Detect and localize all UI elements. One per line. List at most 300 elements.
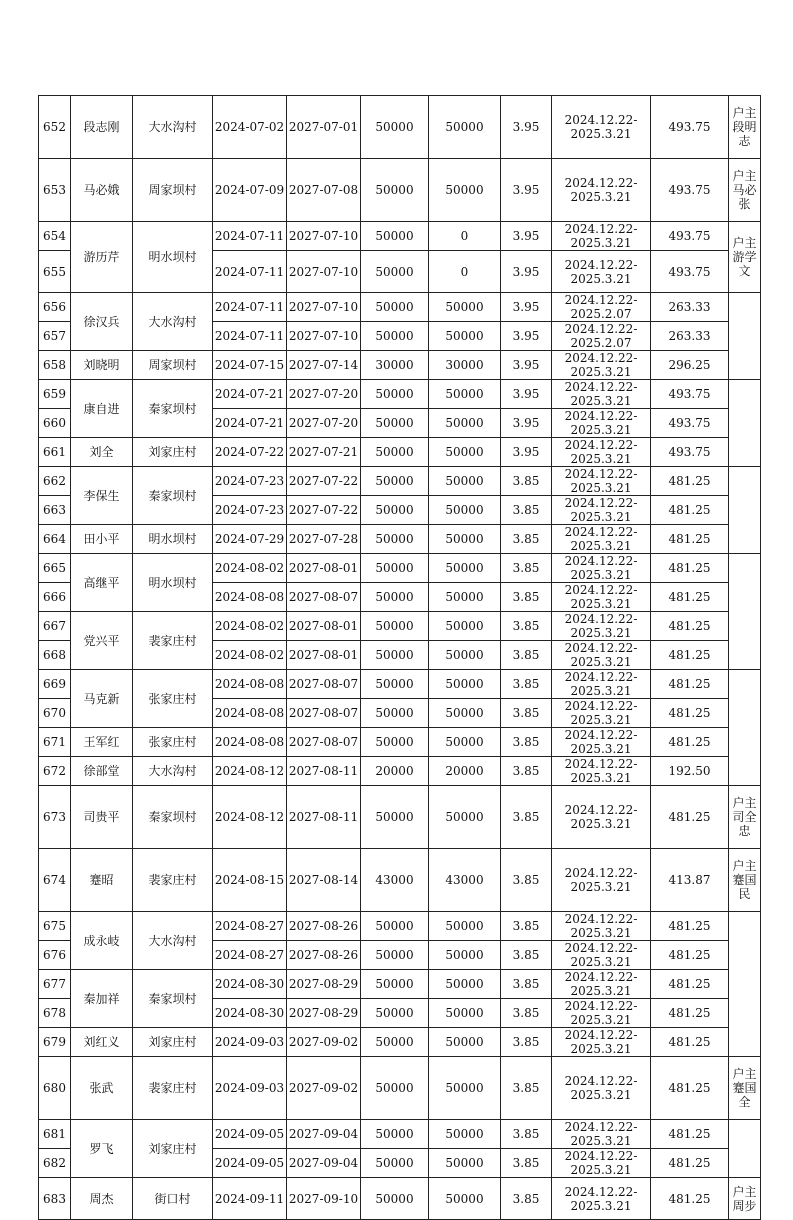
interest-amount: 481.25: [651, 912, 729, 941]
row-number: 659: [39, 380, 71, 409]
loan-amount: 50000: [361, 970, 429, 999]
loan-end-date: 2027-07-01: [287, 96, 361, 159]
interest-amount: 481.25: [651, 496, 729, 525]
loan-balance: 50000: [429, 380, 501, 409]
table-row: [39, 222, 761, 251]
loan-balance: 50000: [429, 941, 501, 970]
loan-start-date: 2024-08-02: [213, 554, 287, 583]
interest-rate: 3.85: [501, 786, 552, 849]
remark-cell: [729, 222, 761, 293]
table-row: [39, 970, 761, 999]
remark-line: 蹇国: [732, 873, 757, 887]
loan-balance: 43000: [429, 849, 501, 912]
table-row: [39, 293, 761, 322]
interest-amount: 493.75: [651, 222, 729, 251]
remark-line: 全: [738, 1095, 751, 1109]
loan-amount: 50000: [361, 222, 429, 251]
interest-period: 2024.12.22-2025.3.21: [552, 941, 651, 970]
borrower-name: 司贵平: [71, 786, 133, 849]
loan-end-date: 2027-09-04: [287, 1149, 361, 1178]
remark-cell: [729, 380, 761, 467]
loan-amount: 20000: [361, 757, 429, 786]
interest-rate: 3.85: [501, 941, 552, 970]
interest-period: 2024.12.22-2025.3.21: [552, 380, 651, 409]
interest-amount: 493.75: [651, 409, 729, 438]
interest-amount: 481.25: [651, 1120, 729, 1149]
interest-amount: 481.25: [651, 941, 729, 970]
row-number: 671: [39, 728, 71, 757]
table-row: [39, 1178, 761, 1220]
loan-start-date: 2024-08-15: [213, 849, 287, 912]
loan-amount: 50000: [361, 496, 429, 525]
village-name: 明水坝村: [133, 554, 213, 612]
loan-end-date: 2027-07-22: [287, 467, 361, 496]
remark-line: 户主: [732, 1184, 757, 1199]
loan-table: [38, 95, 761, 1220]
loan-amount: 50000: [361, 96, 429, 159]
remark-line: 周步: [732, 1198, 757, 1213]
loan-end-date: 2027-08-01: [287, 641, 361, 670]
loan-amount: 50000: [361, 728, 429, 757]
interest-amount: 493.75: [651, 159, 729, 222]
interest-period: 2024.12.22-2025.3.21: [552, 612, 651, 641]
interest-amount: 493.75: [651, 438, 729, 467]
loan-amount: 43000: [361, 849, 429, 912]
loan-balance: 50000: [429, 96, 501, 159]
interest-period: 2024.12.22-2025.3.21: [552, 496, 651, 525]
interest-period: 2024.12.22-2025.3.21: [552, 554, 651, 583]
remark-line: 户主: [732, 236, 757, 250]
remark-cell: [729, 467, 761, 554]
interest-period: 2024.12.22-2025.3.21: [552, 786, 651, 849]
loan-amount: 50000: [361, 583, 429, 612]
village-name: 周家坝村: [133, 159, 213, 222]
loan-amount: 50000: [361, 293, 429, 322]
row-number: 663: [39, 496, 71, 525]
loan-amount: 50000: [361, 525, 429, 554]
interest-rate: 3.95: [501, 293, 552, 322]
table-row: [39, 849, 761, 912]
loan-balance: 50000: [429, 409, 501, 438]
interest-period: 2024.12.22-2025.3.21: [552, 438, 651, 467]
interest-period: 2024.12.22-2025.3.21: [552, 251, 651, 293]
borrower-name: 李保生: [71, 467, 133, 525]
interest-amount: 481.25: [651, 554, 729, 583]
borrower-name: 田小平: [71, 525, 133, 554]
loan-start-date: 2024-08-08: [213, 670, 287, 699]
loan-start-date: 2024-07-23: [213, 467, 287, 496]
village-name: 裴家庄村: [133, 1057, 213, 1120]
remark-line: 户主: [732, 1067, 757, 1081]
borrower-name: 马必娥: [71, 159, 133, 222]
interest-period: 2024.12.22-2025.3.21: [552, 525, 651, 554]
loan-start-date: 2024-07-21: [213, 380, 287, 409]
remark-line: 游学: [732, 250, 757, 264]
loan-amount: 50000: [361, 159, 429, 222]
loan-balance: 50000: [429, 1120, 501, 1149]
interest-rate: 3.85: [501, 1149, 552, 1178]
loan-amount: 50000: [361, 670, 429, 699]
row-number: 665: [39, 554, 71, 583]
remark-line: 民: [738, 887, 751, 901]
loan-end-date: 2027-08-01: [287, 554, 361, 583]
table-row: [39, 467, 761, 496]
table-row: [39, 554, 761, 583]
interest-period: 2024.12.22-2025.3.21: [552, 351, 651, 380]
loan-start-date: 2024-09-05: [213, 1120, 287, 1149]
row-number: 662: [39, 467, 71, 496]
interest-rate: 3.85: [501, 699, 552, 728]
loan-end-date: 2027-08-29: [287, 999, 361, 1028]
interest-amount: 263.33: [651, 322, 729, 351]
loan-start-date: 2024-09-03: [213, 1028, 287, 1057]
table-row: [39, 670, 761, 699]
loan-amount: 50000: [361, 1028, 429, 1057]
interest-period: 2024.12.22-2025.3.21: [552, 912, 651, 941]
interest-amount: 493.75: [651, 380, 729, 409]
loan-start-date: 2024-07-09: [213, 159, 287, 222]
table-row: [39, 1120, 761, 1149]
loan-balance: 50000: [429, 699, 501, 728]
interest-rate: 3.95: [501, 222, 552, 251]
loan-end-date: 2027-09-10: [287, 1178, 361, 1220]
interest-period: 2024.12.22-2025.3.21: [552, 159, 651, 222]
loan-amount: 50000: [361, 251, 429, 293]
loan-end-date: 2027-09-02: [287, 1028, 361, 1057]
loan-balance: 50000: [429, 641, 501, 670]
loan-balance: 50000: [429, 525, 501, 554]
loan-start-date: 2024-07-22: [213, 438, 287, 467]
borrower-name: 刘晓明: [71, 351, 133, 380]
interest-period: 2024.12.22-2025.3.21: [552, 1120, 651, 1149]
row-number: 682: [39, 1149, 71, 1178]
loan-amount: 50000: [361, 612, 429, 641]
village-name: 明水坝村: [133, 222, 213, 293]
village-name: 大水沟村: [133, 912, 213, 970]
interest-rate: 3.95: [501, 251, 552, 293]
loan-start-date: 2024-07-11: [213, 322, 287, 351]
loan-balance: 50000: [429, 554, 501, 583]
loan-amount: 50000: [361, 467, 429, 496]
interest-rate: 3.85: [501, 496, 552, 525]
loan-start-date: 2024-07-11: [213, 251, 287, 293]
village-name: 秦家坝村: [133, 786, 213, 849]
interest-rate: 3.85: [501, 525, 552, 554]
remark-line: 司全: [732, 810, 757, 824]
interest-amount: 413.87: [651, 849, 729, 912]
village-name: 裴家庄村: [133, 612, 213, 670]
loan-end-date: 2027-07-14: [287, 351, 361, 380]
row-number: 668: [39, 641, 71, 670]
loan-end-date: 2027-09-02: [287, 1057, 361, 1120]
borrower-name: 秦加祥: [71, 970, 133, 1028]
loan-balance: 50000: [429, 322, 501, 351]
borrower-name: 成永岐: [71, 912, 133, 970]
row-number: 674: [39, 849, 71, 912]
loan-balance: 50000: [429, 159, 501, 222]
interest-amount: 493.75: [651, 251, 729, 293]
loan-balance: 50000: [429, 970, 501, 999]
loan-end-date: 2027-08-07: [287, 728, 361, 757]
loan-end-date: 2027-09-04: [287, 1120, 361, 1149]
remark-line: 户主: [732, 859, 757, 873]
loan-end-date: 2027-07-10: [287, 222, 361, 251]
loan-amount: 50000: [361, 380, 429, 409]
interest-rate: 3.85: [501, 554, 552, 583]
loan-amount: 50000: [361, 322, 429, 351]
interest-amount: 296.25: [651, 351, 729, 380]
borrower-name: 徐汉兵: [71, 293, 133, 351]
remark-cell: [729, 786, 761, 849]
loan-start-date: 2024-07-02: [213, 96, 287, 159]
table-row: [39, 912, 761, 941]
row-number: 670: [39, 699, 71, 728]
loan-balance: 50000: [429, 496, 501, 525]
loan-start-date: 2024-08-02: [213, 641, 287, 670]
remark-line: 文: [738, 264, 751, 278]
row-number: 653: [39, 159, 71, 222]
village-name: 刘家庄村: [133, 1120, 213, 1178]
loan-amount: 50000: [361, 941, 429, 970]
interest-rate: 3.85: [501, 612, 552, 641]
interest-rate: 3.95: [501, 380, 552, 409]
interest-period: 2024.12.22-2025.3.21: [552, 670, 651, 699]
loan-balance: 20000: [429, 757, 501, 786]
borrower-name: 段志刚: [71, 96, 133, 159]
village-name: 裴家庄村: [133, 849, 213, 912]
interest-amount: 481.25: [651, 699, 729, 728]
loan-balance: 50000: [429, 912, 501, 941]
remark-line: 户主: [732, 796, 757, 810]
remark-cell: [729, 554, 761, 670]
interest-amount: 481.25: [651, 467, 729, 496]
village-name: 秦家坝村: [133, 467, 213, 525]
loan-end-date: 2027-08-14: [287, 849, 361, 912]
row-number: 652: [39, 96, 71, 159]
interest-rate: 3.85: [501, 912, 552, 941]
loan-amount: 50000: [361, 912, 429, 941]
interest-amount: 481.25: [651, 1149, 729, 1178]
table-row: [39, 786, 761, 849]
table-row: [39, 96, 761, 159]
loan-start-date: 2024-07-11: [213, 293, 287, 322]
loan-amount: 50000: [361, 1120, 429, 1149]
loan-end-date: 2027-08-26: [287, 912, 361, 941]
loan-end-date: 2027-07-21: [287, 438, 361, 467]
row-number: 673: [39, 786, 71, 849]
borrower-name: 周杰: [71, 1178, 133, 1220]
loan-balance: 50000: [429, 1149, 501, 1178]
row-number: 679: [39, 1028, 71, 1057]
interest-rate: 3.85: [501, 641, 552, 670]
table-row: [39, 380, 761, 409]
loan-end-date: 2027-07-10: [287, 293, 361, 322]
loan-end-date: 2027-07-10: [287, 251, 361, 293]
interest-period: 2024.12.22-2025.3.21: [552, 1028, 651, 1057]
row-number: 672: [39, 757, 71, 786]
loan-end-date: 2027-08-11: [287, 757, 361, 786]
interest-amount: 481.25: [651, 583, 729, 612]
loan-amount: 50000: [361, 409, 429, 438]
interest-amount: 481.25: [651, 1057, 729, 1120]
borrower-name: 高继平: [71, 554, 133, 612]
loan-amount: 50000: [361, 699, 429, 728]
interest-amount: 481.25: [651, 728, 729, 757]
borrower-name: 党兴平: [71, 612, 133, 670]
remark-cell: [729, 670, 761, 786]
loan-end-date: 2027-08-29: [287, 970, 361, 999]
loan-amount: 50000: [361, 641, 429, 670]
interest-amount: 481.25: [651, 641, 729, 670]
interest-amount: 481.25: [651, 670, 729, 699]
interest-rate: 3.85: [501, 849, 552, 912]
loan-start-date: 2024-07-15: [213, 351, 287, 380]
village-name: 大水沟村: [133, 96, 213, 159]
interest-period: 2024.12.22-2025.3.21: [552, 409, 651, 438]
row-number: 677: [39, 970, 71, 999]
village-name: 秦家坝村: [133, 970, 213, 1028]
row-number: 656: [39, 293, 71, 322]
row-number: 664: [39, 525, 71, 554]
interest-period: 2024.12.22-2025.3.21: [552, 1149, 651, 1178]
borrower-name: 蹇昭: [71, 849, 133, 912]
village-name: 秦家坝村: [133, 380, 213, 438]
loan-amount: 50000: [361, 1178, 429, 1220]
borrower-name: 刘红义: [71, 1028, 133, 1057]
remark-line: 马必: [732, 183, 757, 197]
remark-cell: [729, 96, 761, 159]
borrower-name: 马克新: [71, 670, 133, 728]
row-number: 680: [39, 1057, 71, 1120]
table-row: [39, 438, 761, 467]
loan-balance: 0: [429, 251, 501, 293]
interest-period: 2024.12.22-2025.3.21: [552, 699, 651, 728]
remark-line: 志: [738, 134, 751, 148]
loan-end-date: 2027-08-07: [287, 670, 361, 699]
table-row: [39, 525, 761, 554]
loan-balance: 50000: [429, 1028, 501, 1057]
interest-amount: 481.25: [651, 525, 729, 554]
interest-rate: 3.85: [501, 670, 552, 699]
interest-amount: 481.25: [651, 1178, 729, 1220]
interest-rate: 3.85: [501, 757, 552, 786]
interest-rate: 3.85: [501, 1057, 552, 1120]
loan-start-date: 2024-09-05: [213, 1149, 287, 1178]
loan-start-date: 2024-08-12: [213, 757, 287, 786]
interest-period: 2024.12.22-2025.3.21: [552, 467, 651, 496]
village-name: 张家庄村: [133, 728, 213, 757]
village-name: 刘家庄村: [133, 1028, 213, 1057]
borrower-name: 徐部堂: [71, 757, 133, 786]
loan-amount: 50000: [361, 554, 429, 583]
row-number: 676: [39, 941, 71, 970]
remark-cell: [729, 1057, 761, 1120]
interest-amount: 192.50: [651, 757, 729, 786]
interest-period: 2024.12.22-2025.2.07: [552, 322, 651, 351]
interest-rate: 3.95: [501, 96, 552, 159]
row-number: 681: [39, 1120, 71, 1149]
table-row: [39, 728, 761, 757]
loan-start-date: 2024-08-27: [213, 912, 287, 941]
table-row: [39, 757, 761, 786]
borrower-name: 康自进: [71, 380, 133, 438]
loan-balance: 50000: [429, 293, 501, 322]
remark-cell: [729, 1178, 761, 1220]
interest-rate: 3.85: [501, 467, 552, 496]
interest-period: 2024.12.22-2025.3.21: [552, 583, 651, 612]
interest-period: 2024.12.22-2025.3.21: [552, 641, 651, 670]
loan-start-date: 2024-08-08: [213, 583, 287, 612]
remark-line: 户主: [732, 106, 757, 120]
loan-start-date: 2024-08-02: [213, 612, 287, 641]
loan-start-date: 2024-09-03: [213, 1057, 287, 1120]
loan-balance: 50000: [429, 1178, 501, 1220]
loan-balance: 50000: [429, 999, 501, 1028]
interest-rate: 3.85: [501, 970, 552, 999]
loan-end-date: 2027-08-07: [287, 699, 361, 728]
loan-amount: 50000: [361, 999, 429, 1028]
interest-period: 2024.12.22-2025.3.21: [552, 96, 651, 159]
loan-start-date: 2024-08-27: [213, 941, 287, 970]
village-name: 周家坝村: [133, 351, 213, 380]
loan-end-date: 2027-07-20: [287, 380, 361, 409]
loan-end-date: 2027-08-11: [287, 786, 361, 849]
interest-rate: 3.85: [501, 1028, 552, 1057]
interest-rate: 3.85: [501, 999, 552, 1028]
loan-start-date: 2024-07-11: [213, 222, 287, 251]
interest-rate: 3.95: [501, 322, 552, 351]
borrower-name: 王军红: [71, 728, 133, 757]
village-name: 张家庄村: [133, 670, 213, 728]
row-number: 660: [39, 409, 71, 438]
loan-start-date: 2024-08-08: [213, 699, 287, 728]
interest-period: 2024.12.22-2025.3.21: [552, 849, 651, 912]
row-number: 666: [39, 583, 71, 612]
table-row: [39, 351, 761, 380]
remark-cell: [729, 912, 761, 1057]
village-name: 大水沟村: [133, 293, 213, 351]
remark-cell: [729, 159, 761, 222]
village-name: 明水坝村: [133, 525, 213, 554]
loan-balance: 50000: [429, 1057, 501, 1120]
loan-start-date: 2024-08-08: [213, 728, 287, 757]
loan-start-date: 2024-08-30: [213, 970, 287, 999]
village-name: 大水沟村: [133, 757, 213, 786]
interest-rate: 3.95: [501, 409, 552, 438]
row-number: 667: [39, 612, 71, 641]
village-name: 刘家庄村: [133, 438, 213, 467]
interest-amount: 481.25: [651, 1028, 729, 1057]
row-number: 655: [39, 251, 71, 293]
interest-rate: 3.95: [501, 438, 552, 467]
loan-end-date: 2027-07-20: [287, 409, 361, 438]
interest-rate: 3.85: [501, 1120, 552, 1149]
loan-balance: 50000: [429, 670, 501, 699]
loan-start-date: 2024-08-12: [213, 786, 287, 849]
interest-period: 2024.12.22-2025.3.21: [552, 999, 651, 1028]
village-name: 街口村: [133, 1178, 213, 1220]
table-row: [39, 612, 761, 641]
loan-table-body: [39, 96, 761, 1220]
loan-amount: 50000: [361, 438, 429, 467]
interest-period: 2024.12.22-2025.3.21: [552, 970, 651, 999]
remark-cell: [729, 849, 761, 912]
interest-period: 2024.12.22-2025.3.21: [552, 1057, 651, 1120]
table-row: [39, 1057, 761, 1120]
interest-rate: 3.85: [501, 728, 552, 757]
interest-rate: 3.85: [501, 583, 552, 612]
interest-period: 2024.12.22-2025.3.21: [552, 1178, 651, 1220]
